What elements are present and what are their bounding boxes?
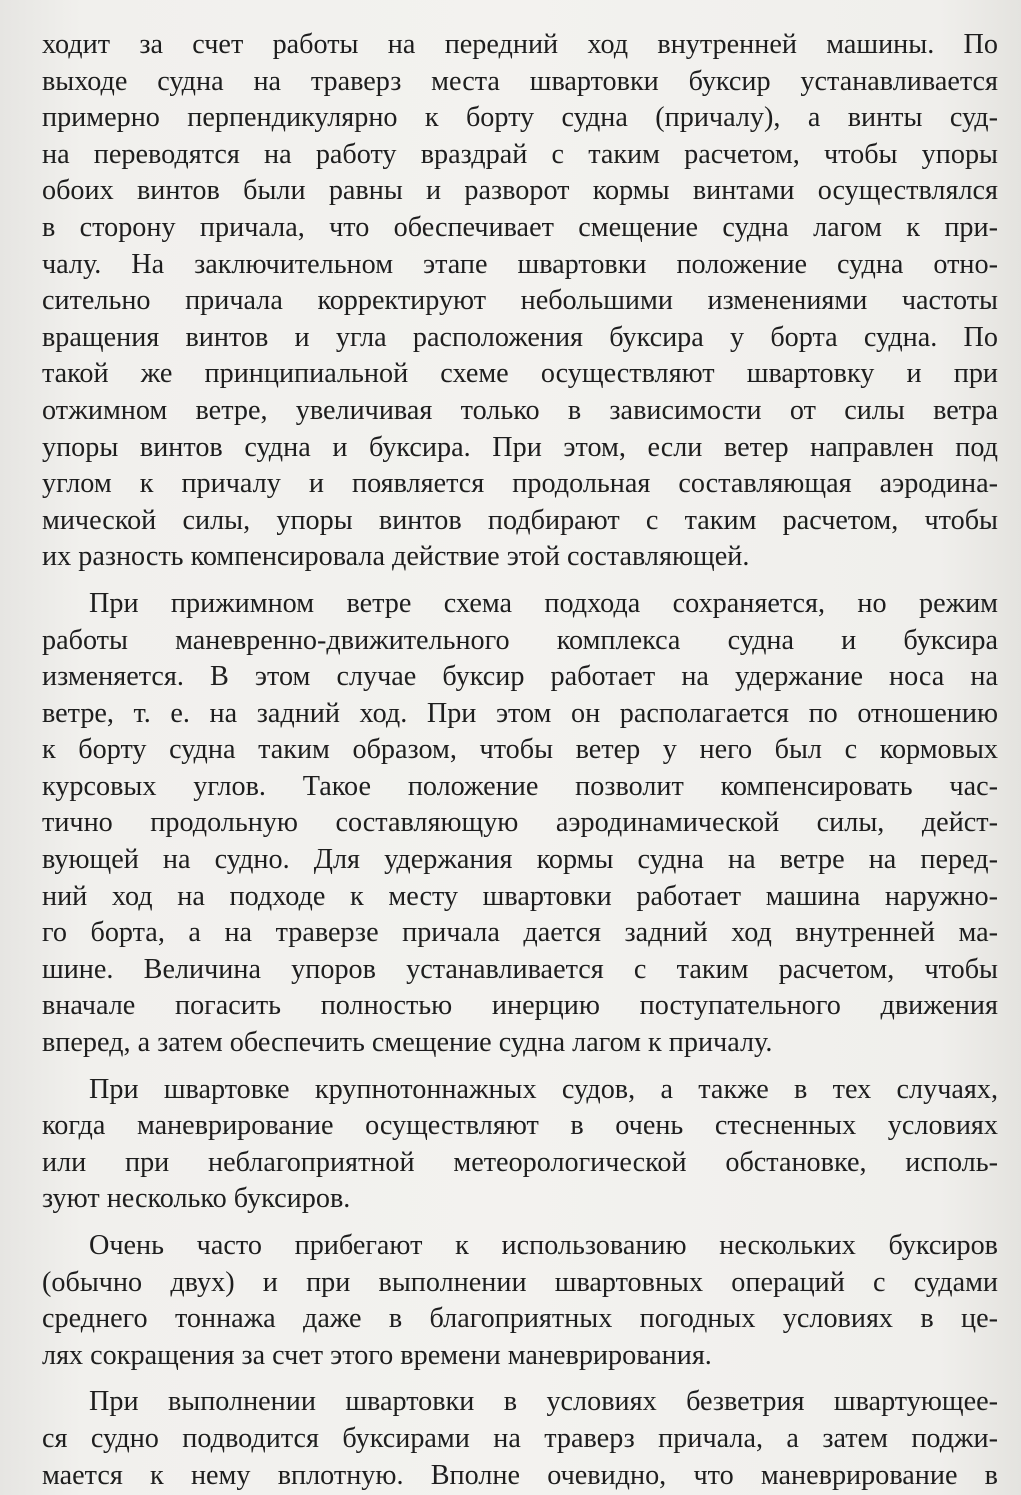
text-line: примерно перпендикулярно к борту судна (причалу), а винты суд- <box>42 102 998 134</box>
text-line: в сторону причала, что обеспечивает смещение судна лагом к при- <box>42 211 998 243</box>
text-line: (обычно двух) и при выполнении швартовных операций с судами <box>42 1266 998 1298</box>
text-line: При прижимном ветре схема подхода сохраняется, но режим <box>89 587 998 619</box>
text-line: ся судно подводится буксирами на траверз причала, а затем поджи- <box>42 1422 998 1454</box>
text-line: работы маневренно-движительного комплекса судна и буксира <box>42 624 998 656</box>
paragraph-3 <box>42 1072 998 1218</box>
text-line: на переводятся на работу враздрай с таким расчетом, чтобы упоры <box>42 138 998 170</box>
text-line: лях сокращения за счет этого времени маневрирования. <box>42 1339 712 1371</box>
text-line: изменяется. В этом случае буксир работает на удержание носа на <box>42 661 998 693</box>
page-text <box>42 27 998 1494</box>
text-line: вращения винтов и угла расположения буксира у борта судна. По <box>42 321 998 353</box>
text-line: го борта, а на траверзе причала дается задний ход внутренней ма- <box>42 917 998 949</box>
paragraph-gap <box>42 1218 998 1228</box>
paragraph-gap <box>42 1374 998 1384</box>
text-line: такой же принципиальной схеме осуществляют швартовку и при <box>42 358 998 390</box>
text-line: упоры винтов судна и буксира. При этом, если ветер направлен под <box>42 431 998 463</box>
text-line: обоих винтов были равны и разворот кормы винтами осуществлялся <box>42 175 998 207</box>
text-line: тично продольную составляющую аэродинамической силы, дейст- <box>42 807 998 839</box>
text-line: вперед, а затем обеспечить смещение судна лагом к причалу. <box>42 1027 773 1059</box>
text-line: отжимном ветре, увеличивая только в зависимости от силы ветра <box>42 394 998 426</box>
text-line: углом к причалу и появляется продольная составляющая аэродина- <box>42 468 998 500</box>
paragraph-4 <box>42 1228 998 1374</box>
text-line: При выполнении швартовки в условиях безветрия швартующее- <box>89 1386 998 1418</box>
text-line: мается к нему вплотную. Вполне очевидно, что маневрирование в <box>42 1459 998 1491</box>
paragraph-5 <box>42 1384 998 1494</box>
text-line: вующей на судно. Для удержания кормы судна на ветре на перед- <box>42 844 998 876</box>
text-line: выходе судна на траверз места швартовки буксир устанавливается <box>42 65 998 97</box>
text-line: зуют несколько буксиров. <box>42 1183 351 1215</box>
paragraph-gap <box>42 1062 998 1072</box>
paragraph-2 <box>42 586 998 1062</box>
text-line: ний ход на подходе к месту швартовки работает машина наружно- <box>42 880 998 912</box>
text-line: ветре, т. е. на задний ход. При этом он располагается по отношению <box>42 697 998 729</box>
text-line: шине. Величина упоров устанавливается с таким расчетом, чтобы <box>42 953 998 985</box>
paragraph-gap <box>42 576 998 586</box>
text-line: Очень часто прибегают к использованию нескольких буксиров <box>89 1230 998 1261</box>
text-line: когда маневрирование осуществляют в очень стесненных условиях <box>42 1110 998 1142</box>
text-line: ходит за счет работы на передний ход внутренней машины. По <box>42 29 998 60</box>
text-line: курсовых углов. Такое положение позволит компенсировать час- <box>42 770 998 802</box>
text-line: их разность компенсировала действие этой составляющей. <box>42 541 750 573</box>
text-line: чалу. На заключительном этапе швартовки положение судна отно- <box>42 248 998 280</box>
text-line: вначале погасить полностью инерцию поступательного движения <box>42 990 998 1022</box>
text-line: сительно причала корректируют небольшими изменениями частоты <box>42 285 998 317</box>
text-line: среднего тоннажа даже в благоприятных погодных условиях в це- <box>42 1303 998 1335</box>
paragraph-1 <box>42 27 998 576</box>
text-line: При швартовке крупнотоннажных судов, а также в тех случаях, <box>89 1073 998 1105</box>
text-line: мической силы, упоры винтов подбирают с таким расчетом, чтобы <box>42 504 998 536</box>
text-line: или при неблагоприятной метеорологической обстановке, исполь- <box>42 1146 998 1178</box>
text-line: к борту судна таким образом, чтобы ветер у него был с кормовых <box>42 734 998 766</box>
